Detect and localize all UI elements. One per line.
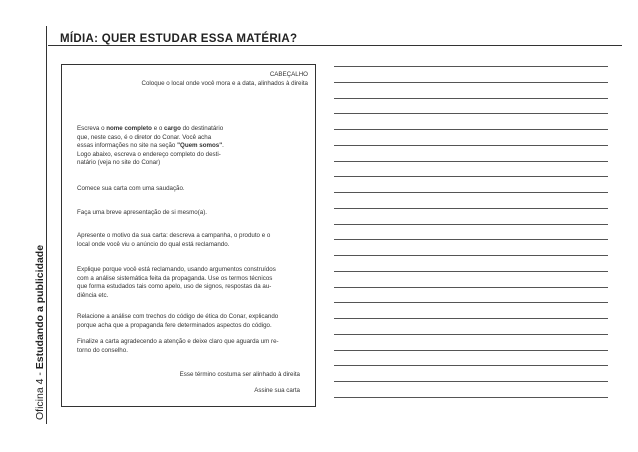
argument-line-3: que forma estudados tais como apelo, uso de signos, respostas da au- bbox=[77, 283, 272, 291]
writing-line bbox=[334, 397, 608, 398]
recipient-line-4: Logo abaixo, escreva o endereço completo do desti- bbox=[77, 150, 221, 158]
writing-line bbox=[334, 129, 608, 130]
letter-template-box bbox=[61, 64, 316, 407]
argument-line-4: diência etc. bbox=[77, 291, 109, 299]
writing-line bbox=[334, 318, 608, 319]
writing-line bbox=[334, 66, 608, 67]
writing-line bbox=[334, 82, 608, 83]
spine-title: Estudando a publicidade bbox=[34, 244, 46, 370]
recipient-line-5: natário (veja no site do Conar) bbox=[77, 159, 161, 167]
side-spine bbox=[0, 0, 48, 452]
letter-ending-note: Esse término costuma ser alinhado à direita bbox=[179, 371, 300, 378]
letter-closing bbox=[77, 338, 307, 355]
recipient-line-3 bbox=[77, 142, 277, 151]
writing-line bbox=[334, 287, 608, 288]
letter-introduction: Faça uma breve apresentação de si mesmo(a). bbox=[77, 209, 207, 216]
recipient-bold-role: cargo bbox=[164, 125, 181, 132]
writing-line bbox=[334, 208, 608, 209]
relation-line-2: porque acha que a propaganda fere determinados aspectos do código. bbox=[77, 321, 272, 329]
recipient-bold-section: "Quem somos" bbox=[177, 142, 223, 150]
letter-code-relation bbox=[77, 313, 307, 330]
writing-line bbox=[334, 224, 608, 225]
letter-signature: Assine sua carta bbox=[254, 387, 300, 394]
reason-line-1: Apresente o motivo da sua carta: descreva a campanha, o produto e o bbox=[77, 232, 271, 239]
writing-lines bbox=[334, 0, 608, 452]
letter-heading: CABEÇALHO bbox=[269, 71, 308, 78]
recipient-line-2: que, neste caso, é o diretor do Conar. Você acha bbox=[77, 133, 212, 141]
spine-prefix: Oficina 4 - bbox=[34, 369, 46, 420]
writing-line bbox=[334, 113, 608, 114]
recipient-text-4: essas informações no site na seção bbox=[77, 142, 178, 150]
spine-divider bbox=[46, 26, 47, 424]
closing-line-1: Finalize a carta agradecendo a atenção e deixe claro que aguarda um re- bbox=[77, 338, 279, 345]
writing-line bbox=[334, 271, 608, 272]
relation-line-1: Relacione a análise com trechos do código de ética do Conar, explicando bbox=[77, 313, 279, 320]
argument-line-2: com a análise sistemática feita da propaganda. Use os termos técnicos bbox=[77, 274, 273, 282]
recipient-text-1: Escreva o bbox=[77, 125, 107, 132]
recipient-text-3: do destinatário bbox=[180, 125, 224, 132]
argument-line-1: Explique porque você está reclamando, usando argumentos construídos bbox=[77, 266, 276, 273]
writing-line bbox=[334, 350, 608, 351]
recipient-line-1 bbox=[77, 125, 277, 134]
recipient-text-5: . bbox=[222, 142, 224, 150]
writing-line bbox=[334, 192, 608, 193]
writing-line bbox=[334, 334, 608, 335]
letter-argument bbox=[77, 266, 307, 300]
recipient-text-2: e o bbox=[151, 125, 165, 132]
writing-line bbox=[334, 98, 608, 99]
letter-place-date: Coloque o local onde você mora e a data, alinhados à direita bbox=[141, 80, 308, 87]
letter-recipient-block bbox=[77, 125, 277, 168]
writing-line bbox=[334, 255, 608, 256]
spine-label bbox=[34, 245, 46, 420]
writing-line bbox=[334, 365, 608, 366]
writing-line bbox=[334, 381, 608, 382]
page-title: MÍDIA: QUER ESTUDAR ESSA MATÉRIA? bbox=[60, 33, 298, 45]
writing-line bbox=[334, 161, 608, 162]
letter-greeting: Comece sua carta com uma saudação. bbox=[77, 185, 185, 192]
reason-line-2: local onde você viu o anúncio do qual está reclamando. bbox=[77, 240, 230, 248]
recipient-bold-name: nome completo bbox=[106, 125, 152, 132]
writing-line bbox=[334, 145, 608, 146]
writing-line bbox=[334, 302, 608, 303]
writing-line bbox=[334, 239, 608, 240]
letter-reason bbox=[77, 232, 307, 249]
closing-line-2: torno do conselho. bbox=[77, 346, 128, 354]
writing-line bbox=[334, 176, 608, 177]
